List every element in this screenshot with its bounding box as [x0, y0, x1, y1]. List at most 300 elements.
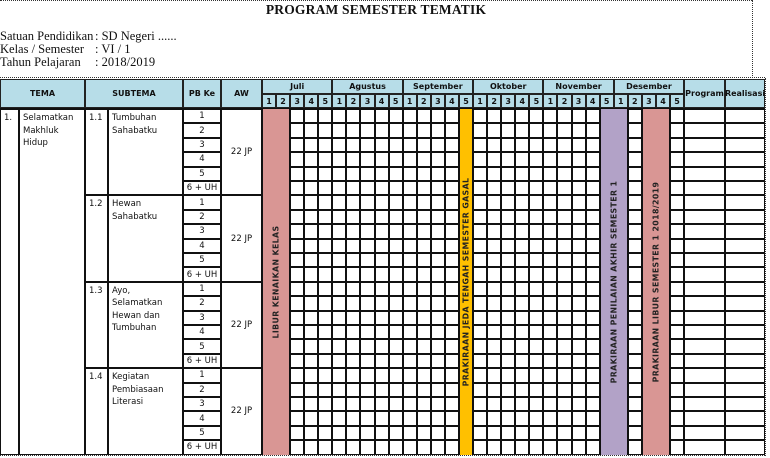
week-cell[interactable]: [332, 368, 346, 382]
week-cell[interactable]: [543, 167, 557, 181]
week-cell[interactable]: [670, 224, 684, 238]
week-cell[interactable]: [487, 368, 501, 382]
week-cell[interactable]: [346, 383, 360, 397]
week-cell[interactable]: [431, 152, 445, 166]
week-cell[interactable]: [445, 311, 459, 325]
week-cell[interactable]: [586, 224, 600, 238]
week-cell[interactable]: [501, 167, 515, 181]
week-cell[interactable]: [304, 195, 318, 209]
week-cell[interactable]: [473, 239, 487, 253]
week-cell[interactable]: [445, 195, 459, 209]
week-cell[interactable]: [529, 368, 543, 382]
week-cell[interactable]: [431, 210, 445, 224]
realisasi-cell[interactable]: [725, 339, 765, 353]
week-cell[interactable]: [389, 296, 403, 310]
week-cell[interactable]: [290, 325, 304, 339]
week-cell[interactable]: [431, 426, 445, 440]
week-cell[interactable]: [403, 181, 417, 195]
week-cell[interactable]: [628, 383, 642, 397]
week-cell[interactable]: [445, 397, 459, 411]
week-cell[interactable]: [501, 181, 515, 195]
week-cell[interactable]: [557, 195, 571, 209]
week-cell[interactable]: [332, 210, 346, 224]
week-cell[interactable]: [318, 440, 332, 454]
week-cell[interactable]: [403, 368, 417, 382]
week-cell[interactable]: [557, 411, 571, 425]
week-cell[interactable]: [529, 123, 543, 137]
week-cell[interactable]: [628, 368, 642, 382]
week-cell[interactable]: [572, 210, 586, 224]
week-cell[interactable]: [389, 181, 403, 195]
week-cell[interactable]: [318, 267, 332, 281]
week-cell[interactable]: [431, 411, 445, 425]
week-cell[interactable]: [431, 239, 445, 253]
week-cell[interactable]: [346, 426, 360, 440]
week-cell[interactable]: [445, 282, 459, 296]
week-cell[interactable]: [290, 397, 304, 411]
week-cell[interactable]: [389, 253, 403, 267]
week-cell[interactable]: [543, 339, 557, 353]
week-cell[interactable]: [360, 267, 374, 281]
week-cell[interactable]: [346, 239, 360, 253]
week-cell[interactable]: [572, 426, 586, 440]
week-cell[interactable]: [389, 411, 403, 425]
week-cell[interactable]: [304, 109, 318, 123]
week-cell[interactable]: [332, 181, 346, 195]
week-cell[interactable]: [375, 397, 389, 411]
week-cell[interactable]: [445, 253, 459, 267]
week-cell[interactable]: [670, 195, 684, 209]
week-cell[interactable]: [346, 123, 360, 137]
week-cell[interactable]: [572, 339, 586, 353]
week-cell[interactable]: [318, 224, 332, 238]
realisasi-cell[interactable]: [725, 440, 765, 454]
week-cell[interactable]: [670, 152, 684, 166]
week-cell[interactable]: [487, 167, 501, 181]
week-cell[interactable]: [572, 181, 586, 195]
week-cell[interactable]: [290, 152, 304, 166]
program-cell[interactable]: [684, 152, 725, 166]
week-cell[interactable]: [628, 224, 642, 238]
week-cell[interactable]: [515, 282, 529, 296]
week-cell[interactable]: [389, 152, 403, 166]
week-cell[interactable]: [557, 123, 571, 137]
week-cell[interactable]: [543, 282, 557, 296]
week-cell[interactable]: [417, 311, 431, 325]
week-cell[interactable]: [487, 210, 501, 224]
week-cell[interactable]: [487, 383, 501, 397]
week-cell[interactable]: [543, 383, 557, 397]
week-cell[interactable]: [473, 368, 487, 382]
week-cell[interactable]: [572, 296, 586, 310]
week-cell[interactable]: [290, 239, 304, 253]
week-cell[interactable]: [586, 411, 600, 425]
week-cell[interactable]: [543, 426, 557, 440]
week-cell[interactable]: [417, 339, 431, 353]
week-cell[interactable]: [670, 368, 684, 382]
week-cell[interactable]: [670, 339, 684, 353]
realisasi-cell[interactable]: [725, 138, 765, 152]
week-cell[interactable]: [487, 152, 501, 166]
week-cell[interactable]: [628, 311, 642, 325]
week-cell[interactable]: [304, 282, 318, 296]
week-cell[interactable]: [304, 354, 318, 368]
week-cell[interactable]: [417, 253, 431, 267]
week-cell[interactable]: [431, 167, 445, 181]
week-cell[interactable]: [586, 195, 600, 209]
week-cell[interactable]: [515, 383, 529, 397]
week-cell[interactable]: [670, 325, 684, 339]
week-cell[interactable]: [332, 195, 346, 209]
week-cell[interactable]: [473, 339, 487, 353]
week-cell[interactable]: [290, 426, 304, 440]
week-cell[interactable]: [487, 296, 501, 310]
week-cell[interactable]: [445, 123, 459, 137]
week-cell[interactable]: [375, 167, 389, 181]
week-cell[interactable]: [557, 210, 571, 224]
week-cell[interactable]: [670, 239, 684, 253]
week-cell[interactable]: [543, 253, 557, 267]
week-cell[interactable]: [431, 195, 445, 209]
week-cell[interactable]: [389, 426, 403, 440]
week-cell[interactable]: [431, 325, 445, 339]
week-cell[interactable]: [346, 253, 360, 267]
program-cell[interactable]: [684, 296, 725, 310]
week-cell[interactable]: [557, 282, 571, 296]
week-cell[interactable]: [318, 354, 332, 368]
week-cell[interactable]: [417, 210, 431, 224]
week-cell[interactable]: [403, 354, 417, 368]
week-cell[interactable]: [290, 138, 304, 152]
week-cell[interactable]: [670, 181, 684, 195]
realisasi-cell[interactable]: [725, 109, 765, 123]
week-cell[interactable]: [346, 325, 360, 339]
week-cell[interactable]: [501, 397, 515, 411]
week-cell[interactable]: [332, 296, 346, 310]
week-cell[interactable]: [318, 296, 332, 310]
week-cell[interactable]: [473, 181, 487, 195]
week-cell[interactable]: [403, 138, 417, 152]
week-cell[interactable]: [389, 138, 403, 152]
week-cell[interactable]: [557, 239, 571, 253]
week-cell[interactable]: [628, 195, 642, 209]
week-cell[interactable]: [473, 152, 487, 166]
week-cell[interactable]: [501, 325, 515, 339]
week-cell[interactable]: [375, 224, 389, 238]
week-cell[interactable]: [318, 152, 332, 166]
week-cell[interactable]: [403, 282, 417, 296]
week-cell[interactable]: [360, 397, 374, 411]
week-cell[interactable]: [543, 267, 557, 281]
week-cell[interactable]: [557, 167, 571, 181]
week-cell[interactable]: [515, 311, 529, 325]
week-cell[interactable]: [360, 138, 374, 152]
week-cell[interactable]: [360, 426, 374, 440]
week-cell[interactable]: [403, 224, 417, 238]
week-cell[interactable]: [529, 267, 543, 281]
week-cell[interactable]: [332, 426, 346, 440]
week-cell[interactable]: [501, 123, 515, 137]
week-cell[interactable]: [431, 267, 445, 281]
week-cell[interactable]: [290, 339, 304, 353]
week-cell[interactable]: [304, 411, 318, 425]
week-cell[interactable]: [543, 152, 557, 166]
week-cell[interactable]: [586, 239, 600, 253]
week-cell[interactable]: [417, 354, 431, 368]
week-cell[interactable]: [304, 311, 318, 325]
week-cell[interactable]: [431, 296, 445, 310]
week-cell[interactable]: [389, 383, 403, 397]
week-cell[interactable]: [332, 339, 346, 353]
week-cell[interactable]: [445, 354, 459, 368]
week-cell[interactable]: [515, 296, 529, 310]
week-cell[interactable]: [586, 181, 600, 195]
week-cell[interactable]: [529, 325, 543, 339]
week-cell[interactable]: [360, 167, 374, 181]
week-cell[interactable]: [543, 239, 557, 253]
week-cell[interactable]: [375, 181, 389, 195]
week-cell[interactable]: [628, 253, 642, 267]
week-cell[interactable]: [670, 123, 684, 137]
week-cell[interactable]: [445, 426, 459, 440]
week-cell[interactable]: [375, 339, 389, 353]
program-cell[interactable]: [684, 440, 725, 454]
week-cell[interactable]: [360, 296, 374, 310]
week-cell[interactable]: [346, 138, 360, 152]
week-cell[interactable]: [431, 123, 445, 137]
week-cell[interactable]: [318, 339, 332, 353]
week-cell[interactable]: [403, 426, 417, 440]
week-cell[interactable]: [543, 325, 557, 339]
week-cell[interactable]: [487, 311, 501, 325]
week-cell[interactable]: [487, 138, 501, 152]
week-cell[interactable]: [572, 224, 586, 238]
week-cell[interactable]: [572, 325, 586, 339]
week-cell[interactable]: [487, 282, 501, 296]
week-cell[interactable]: [318, 239, 332, 253]
program-cell[interactable]: [684, 354, 725, 368]
week-cell[interactable]: [290, 224, 304, 238]
week-cell[interactable]: [586, 210, 600, 224]
week-cell[interactable]: [543, 354, 557, 368]
week-cell[interactable]: [375, 138, 389, 152]
week-cell[interactable]: [304, 426, 318, 440]
week-cell[interactable]: [628, 339, 642, 353]
week-cell[interactable]: [586, 440, 600, 454]
week-cell[interactable]: [473, 167, 487, 181]
week-cell[interactable]: [417, 397, 431, 411]
week-cell[interactable]: [318, 282, 332, 296]
week-cell[interactable]: [586, 339, 600, 353]
week-cell[interactable]: [473, 267, 487, 281]
realisasi-cell[interactable]: [725, 397, 765, 411]
week-cell[interactable]: [515, 411, 529, 425]
week-cell[interactable]: [290, 253, 304, 267]
week-cell[interactable]: [557, 109, 571, 123]
program-cell[interactable]: [684, 383, 725, 397]
week-cell[interactable]: [543, 296, 557, 310]
week-cell[interactable]: [501, 411, 515, 425]
week-cell[interactable]: [403, 239, 417, 253]
week-cell[interactable]: [375, 195, 389, 209]
week-cell[interactable]: [318, 167, 332, 181]
realisasi-cell[interactable]: [725, 167, 765, 181]
week-cell[interactable]: [417, 195, 431, 209]
week-cell[interactable]: [445, 138, 459, 152]
week-cell[interactable]: [487, 354, 501, 368]
week-cell[interactable]: [543, 224, 557, 238]
week-cell[interactable]: [346, 339, 360, 353]
week-cell[interactable]: [332, 152, 346, 166]
week-cell[interactable]: [318, 368, 332, 382]
program-cell[interactable]: [684, 224, 725, 238]
week-cell[interactable]: [628, 296, 642, 310]
realisasi-cell[interactable]: [725, 267, 765, 281]
week-cell[interactable]: [628, 440, 642, 454]
week-cell[interactable]: [403, 167, 417, 181]
week-cell[interactable]: [501, 311, 515, 325]
week-cell[interactable]: [557, 138, 571, 152]
week-cell[interactable]: [473, 138, 487, 152]
week-cell[interactable]: [543, 210, 557, 224]
week-cell[interactable]: [304, 368, 318, 382]
week-cell[interactable]: [304, 325, 318, 339]
week-cell[interactable]: [403, 195, 417, 209]
week-cell[interactable]: [332, 440, 346, 454]
program-cell[interactable]: [684, 123, 725, 137]
program-cell[interactable]: [684, 239, 725, 253]
week-cell[interactable]: [290, 210, 304, 224]
week-cell[interactable]: [417, 181, 431, 195]
week-cell[interactable]: [543, 109, 557, 123]
week-cell[interactable]: [586, 296, 600, 310]
week-cell[interactable]: [445, 224, 459, 238]
week-cell[interactable]: [431, 383, 445, 397]
week-cell[interactable]: [515, 152, 529, 166]
week-cell[interactable]: [515, 123, 529, 137]
week-cell[interactable]: [501, 152, 515, 166]
week-cell[interactable]: [318, 195, 332, 209]
week-cell[interactable]: [586, 167, 600, 181]
week-cell[interactable]: [473, 426, 487, 440]
week-cell[interactable]: [346, 411, 360, 425]
week-cell[interactable]: [318, 138, 332, 152]
week-cell[interactable]: [515, 195, 529, 209]
week-cell[interactable]: [670, 210, 684, 224]
week-cell[interactable]: [332, 397, 346, 411]
program-cell[interactable]: [684, 253, 725, 267]
week-cell[interactable]: [360, 224, 374, 238]
week-cell[interactable]: [304, 339, 318, 353]
week-cell[interactable]: [501, 339, 515, 353]
week-cell[interactable]: [403, 109, 417, 123]
week-cell[interactable]: [332, 167, 346, 181]
week-cell[interactable]: [445, 109, 459, 123]
week-cell[interactable]: [670, 138, 684, 152]
week-cell[interactable]: [431, 138, 445, 152]
week-cell[interactable]: [290, 440, 304, 454]
week-cell[interactable]: [557, 267, 571, 281]
week-cell[interactable]: [473, 354, 487, 368]
week-cell[interactable]: [529, 311, 543, 325]
week-cell[interactable]: [389, 282, 403, 296]
week-cell[interactable]: [670, 354, 684, 368]
week-cell[interactable]: [403, 267, 417, 281]
week-cell[interactable]: [417, 426, 431, 440]
week-cell[interactable]: [515, 440, 529, 454]
week-cell[interactable]: [670, 282, 684, 296]
week-cell[interactable]: [572, 397, 586, 411]
week-cell[interactable]: [346, 167, 360, 181]
week-cell[interactable]: [586, 109, 600, 123]
week-cell[interactable]: [290, 383, 304, 397]
week-cell[interactable]: [487, 109, 501, 123]
week-cell[interactable]: [557, 325, 571, 339]
program-cell[interactable]: [684, 311, 725, 325]
week-cell[interactable]: [487, 411, 501, 425]
week-cell[interactable]: [346, 210, 360, 224]
week-cell[interactable]: [389, 167, 403, 181]
week-cell[interactable]: [557, 397, 571, 411]
week-cell[interactable]: [346, 440, 360, 454]
week-cell[interactable]: [572, 368, 586, 382]
week-cell[interactable]: [515, 210, 529, 224]
week-cell[interactable]: [375, 282, 389, 296]
week-cell[interactable]: [586, 282, 600, 296]
week-cell[interactable]: [290, 195, 304, 209]
week-cell[interactable]: [628, 426, 642, 440]
week-cell[interactable]: [473, 383, 487, 397]
realisasi-cell[interactable]: [725, 325, 765, 339]
week-cell[interactable]: [529, 440, 543, 454]
week-cell[interactable]: [572, 383, 586, 397]
week-cell[interactable]: [332, 224, 346, 238]
week-cell[interactable]: [375, 311, 389, 325]
week-cell[interactable]: [487, 123, 501, 137]
week-cell[interactable]: [515, 426, 529, 440]
week-cell[interactable]: [501, 253, 515, 267]
week-cell[interactable]: [375, 354, 389, 368]
week-cell[interactable]: [389, 123, 403, 137]
week-cell[interactable]: [586, 368, 600, 382]
week-cell[interactable]: [529, 354, 543, 368]
week-cell[interactable]: [572, 195, 586, 209]
week-cell[interactable]: [543, 411, 557, 425]
week-cell[interactable]: [332, 383, 346, 397]
week-cell[interactable]: [501, 239, 515, 253]
week-cell[interactable]: [346, 296, 360, 310]
week-cell[interactable]: [515, 181, 529, 195]
week-cell[interactable]: [557, 311, 571, 325]
week-cell[interactable]: [473, 224, 487, 238]
week-cell[interactable]: [375, 239, 389, 253]
week-cell[interactable]: [529, 296, 543, 310]
week-cell[interactable]: [431, 224, 445, 238]
week-cell[interactable]: [529, 253, 543, 267]
week-cell[interactable]: [586, 311, 600, 325]
week-cell[interactable]: [529, 109, 543, 123]
week-cell[interactable]: [417, 123, 431, 137]
week-cell[interactable]: [389, 210, 403, 224]
week-cell[interactable]: [332, 253, 346, 267]
week-cell[interactable]: [515, 354, 529, 368]
week-cell[interactable]: [557, 152, 571, 166]
week-cell[interactable]: [304, 181, 318, 195]
week-cell[interactable]: [445, 181, 459, 195]
program-cell[interactable]: [684, 339, 725, 353]
week-cell[interactable]: [445, 167, 459, 181]
week-cell[interactable]: [572, 109, 586, 123]
